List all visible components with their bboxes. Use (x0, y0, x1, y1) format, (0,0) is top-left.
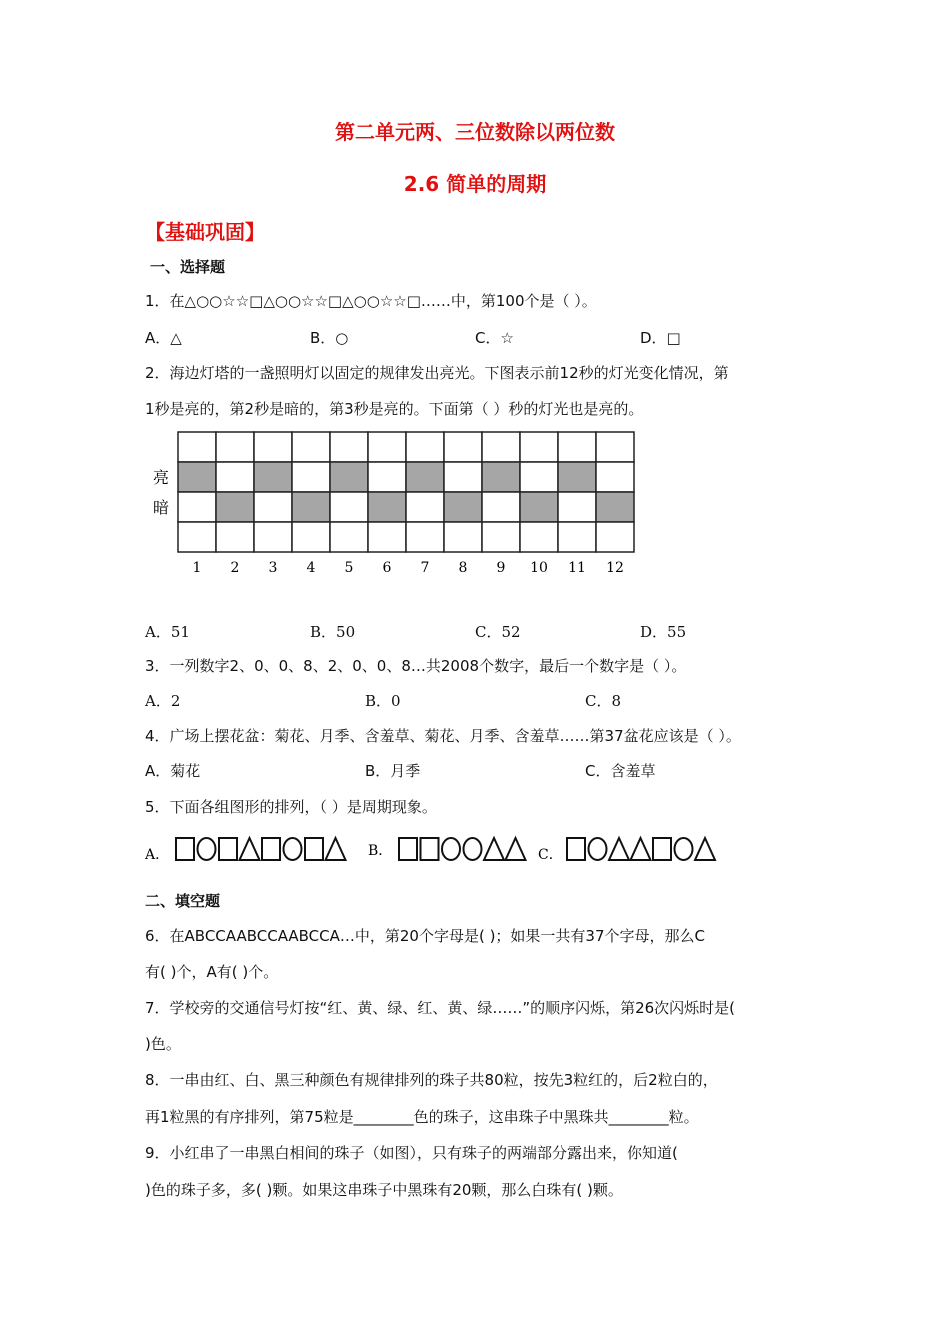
q4-option-b: B．月季 (365, 762, 421, 780)
q5-label-c: C． (538, 847, 563, 863)
grid-cell (406, 432, 444, 462)
page-title: 第二单元两、三位数除以两位数 (335, 120, 615, 144)
second-label: 6 (382, 560, 392, 576)
grid-cell (596, 432, 634, 462)
q2-line1: 2．海边灯塔的一盏照明灯以固定的规律发出亮光。下图表示前12秒的灯光变化情况，第 (145, 364, 729, 382)
grid-cell (406, 522, 444, 552)
q2-option-b: B．50 (310, 623, 356, 641)
grid-cell (254, 492, 292, 522)
grid-cell (330, 522, 368, 552)
grid-cell (368, 432, 406, 462)
grid-cell (482, 462, 520, 492)
grid-cell (292, 432, 330, 462)
grid-cell (292, 492, 330, 522)
lighthouse-grid (150, 430, 640, 584)
q6-line1: 6．在ABCCAABCCAABCCA…中，第20个字母是( )；如果一共有37个字母，那么C (145, 927, 705, 945)
grid-cell (368, 462, 406, 492)
circle-shape (442, 838, 460, 860)
square-shape (219, 838, 237, 860)
q5-shapes-svg (145, 830, 745, 872)
second-label: 4 (306, 560, 316, 576)
q5-label-a: A． (145, 847, 170, 863)
grid-cell (178, 522, 216, 552)
grid-cell (216, 522, 254, 552)
q5-text: 5．下面各组图形的排列，（ ）是周期现象。 (145, 798, 437, 816)
grid-cell (330, 462, 368, 492)
page-subtitle: 2.6 简单的周期 (403, 172, 547, 196)
grid-cell (178, 432, 216, 462)
grid-cell (520, 492, 558, 522)
grid-cell (558, 522, 596, 552)
q1-option-c: C．☆ (475, 329, 514, 347)
lighthouse-grid-svg (150, 430, 640, 580)
second-label: 8 (458, 560, 468, 576)
second-label: 10 (530, 560, 548, 576)
grid-cell (444, 522, 482, 552)
circle-shape (198, 838, 216, 860)
row-label-dark: 暗 (153, 498, 170, 517)
grid-cell (558, 492, 596, 522)
triangle-shape (506, 838, 526, 860)
triangle-shape (695, 838, 715, 860)
grid-cell (216, 432, 254, 462)
triangle-shape (484, 838, 504, 860)
q8-line1: 8．一串由红、白、黑三种颜色有规律排列的珠子共80粒，按先3粒红的，后2粒白的， (145, 1071, 718, 1089)
grid-cell (292, 462, 330, 492)
square-shape (305, 838, 323, 860)
circle-shape (464, 838, 482, 860)
grid-cell (596, 492, 634, 522)
grid-cell (482, 432, 520, 462)
grid-cell (444, 492, 482, 522)
grid-cell (406, 462, 444, 492)
q2-line2: 1秒是亮的，第2秒是暗的，第3秒是亮的。下面第（ ）秒的灯光也是亮的。 (145, 400, 644, 418)
grid-cell (444, 462, 482, 492)
q8-line2: 再1粒黑的有序排列，第75粒是________色的珠子，这串珠子中黑珠共________粒。 (145, 1108, 699, 1126)
circle-shape (284, 838, 302, 860)
grid-cell (330, 492, 368, 522)
circle-shape (589, 838, 607, 860)
part2-heading: 二、填空题 (145, 892, 221, 910)
triangle-shape (326, 838, 346, 860)
q1-option-b: B．○ (310, 329, 349, 347)
square-shape (262, 838, 280, 860)
square-shape (421, 838, 439, 860)
circle-shape (675, 838, 693, 860)
grid-cell (330, 432, 368, 462)
grid-cell (178, 462, 216, 492)
grid-cell (368, 522, 406, 552)
grid-cell (216, 462, 254, 492)
section-basic: 【基础巩固】 (145, 220, 265, 244)
q1-option-a: A．△ (145, 329, 182, 347)
grid-cell (596, 462, 634, 492)
grid-cell (520, 432, 558, 462)
q9-line1: 9．小红串了一串黑白相间的珠子（如图），只有珠子的两端部分露出来，你知道( (145, 1144, 678, 1162)
triangle-shape (240, 838, 260, 860)
q9-line2: )色的珠子多，多( )颗。如果这串珠子中黑珠有20颗，那么白珠有( )颗。 (145, 1181, 623, 1199)
q2-option-d: D．55 (640, 623, 687, 641)
second-label: 12 (606, 560, 624, 576)
row-label-bright: 亮 (153, 468, 170, 487)
q1-option-d: D．□ (640, 329, 681, 347)
q5-label-b: B． (368, 843, 393, 859)
q2-option-a: A．51 (145, 623, 190, 641)
square-shape (567, 838, 585, 860)
q1-text: 1．在△○○☆☆□△○○☆☆□△○○☆☆□……中，第100个是（ ）。 (145, 292, 597, 310)
grid-cell (292, 522, 330, 552)
q2-option-c: C．52 (475, 623, 521, 641)
square-shape (399, 838, 417, 860)
q5-shape-groups (145, 830, 745, 876)
grid-cell (520, 462, 558, 492)
triangle-shape (631, 838, 651, 860)
grid-cell (482, 522, 520, 552)
square-shape (653, 838, 671, 860)
grid-cell (254, 462, 292, 492)
grid-cell (444, 432, 482, 462)
square-shape (176, 838, 194, 860)
grid-cell (254, 522, 292, 552)
second-label: 5 (344, 560, 354, 576)
part1-heading: 一、选择题 (150, 258, 226, 276)
q4-text: 4．广场上摆花盆：菊花、月季、含羞草、菊花、月季、含羞草……第37盆花应该是（ ）。 (145, 727, 741, 745)
triangle-shape (609, 838, 629, 860)
second-label: 9 (496, 560, 506, 576)
q3-text: 3．一列数字2、0、0、8、2、0、0、8…共2008个数字，最后一个数字是（ ）。 (145, 657, 687, 675)
second-label: 7 (420, 560, 430, 576)
q7-line2: )色。 (145, 1035, 181, 1053)
grid-cell (368, 492, 406, 522)
second-label: 3 (268, 560, 278, 576)
q3-option-a: A．2 (145, 692, 181, 710)
grid-cell (254, 432, 292, 462)
grid-cell (558, 462, 596, 492)
grid-cell (596, 522, 634, 552)
q7-line1: 7．学校旁的交通信号灯按“红、黄、绿、红、黄、绿……”的顺序闪烁，第26次闪烁时是( (145, 999, 736, 1017)
second-label: 11 (568, 560, 586, 576)
q6-line2: 有( )个，A有( )个。 (145, 963, 279, 981)
grid-cell (216, 492, 254, 522)
grid-cell (406, 492, 444, 522)
q3-option-c: C．8 (585, 692, 622, 710)
grid-cell (482, 492, 520, 522)
grid-cell (178, 492, 216, 522)
grid-cell (558, 432, 596, 462)
q4-option-c: C．含羞草 (585, 762, 656, 780)
second-label: 2 (230, 560, 240, 576)
grid-cell (520, 522, 558, 552)
second-label: 1 (192, 560, 202, 576)
q3-option-b: B．0 (365, 692, 401, 710)
q4-option-a: A．菊花 (145, 762, 201, 780)
